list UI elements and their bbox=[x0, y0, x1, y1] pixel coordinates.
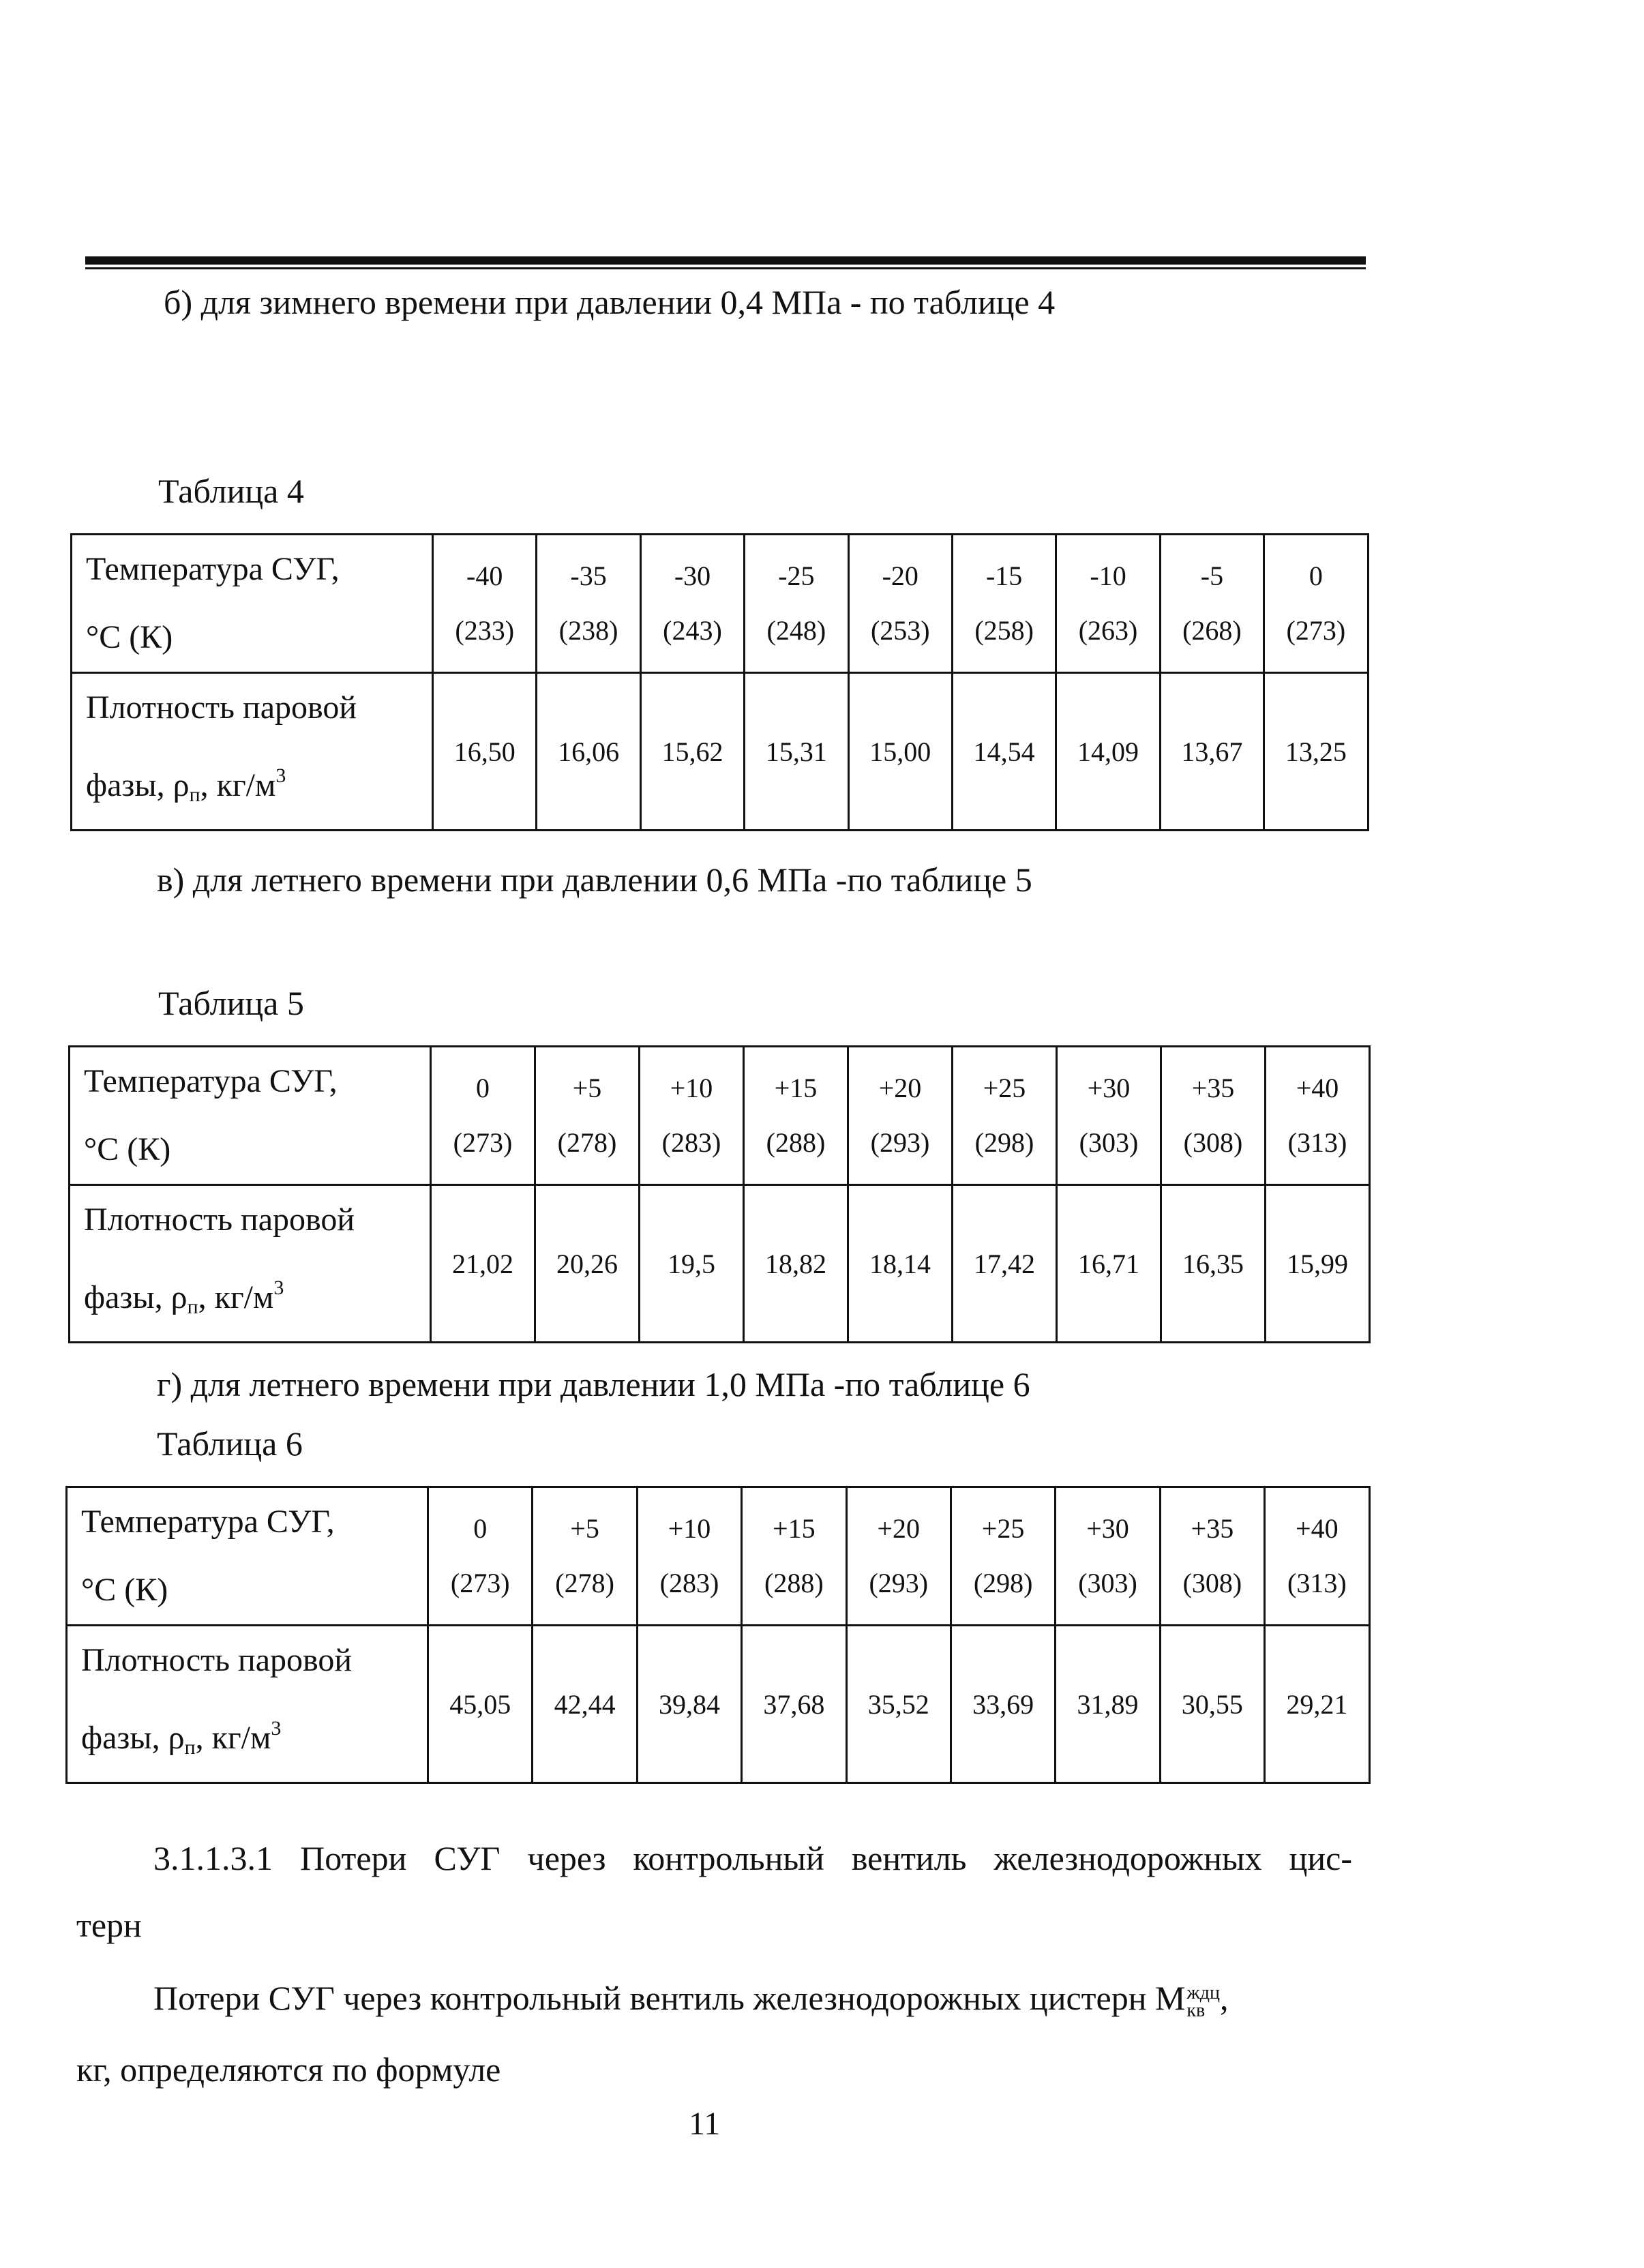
table6-density-cell: 29,21 bbox=[1265, 1626, 1369, 1783]
table5-temp-cell: 0 (273) bbox=[431, 1047, 535, 1185]
table6-density-cell: 30,55 bbox=[1160, 1626, 1264, 1783]
table5-density-cell: 21,02 bbox=[431, 1185, 535, 1343]
table4-temp-cell: -5 (268) bbox=[1160, 535, 1264, 673]
table4-temp-cell: -30 (243) bbox=[640, 535, 744, 673]
table6-temp-cell: +10 (283) bbox=[637, 1487, 741, 1626]
table5-temp-cell: +40 (313) bbox=[1266, 1047, 1370, 1185]
table6-density-cell: 42,44 bbox=[533, 1626, 637, 1783]
table4-density-cell: 15,00 bbox=[848, 673, 952, 831]
table4-caption: Таблица 4 bbox=[158, 472, 304, 510]
table6-temp-cell: +35 (308) bbox=[1160, 1487, 1264, 1626]
table4-temp-cell: 0 (273) bbox=[1264, 535, 1368, 673]
table4-temp-cell: -25 (248) bbox=[745, 535, 848, 673]
table6-temp-cell: +30 (303) bbox=[1056, 1487, 1160, 1626]
table5-density-cell: 15,99 bbox=[1266, 1185, 1370, 1343]
table4-temp-cell: -15 (258) bbox=[952, 535, 1056, 673]
table6-temp-label: Температура СУГ, °С (К) bbox=[67, 1487, 428, 1626]
table6-density-cell: 33,69 bbox=[951, 1626, 1055, 1783]
table6-density-label: Плотность паровой фазы, $\rho_п$, $кг/м^3$ bbox=[67, 1626, 428, 1783]
table4-density-cell: 15,62 bbox=[640, 673, 744, 831]
table5-density-cell: 18,14 bbox=[848, 1185, 953, 1343]
table6-density-cell: 39,84 bbox=[637, 1626, 741, 1783]
table6 bbox=[65, 1486, 1371, 1784]
intro-g: г) для летнего времени при давлении 1,0 МПа -по таблице 6 bbox=[157, 1365, 1030, 1403]
table4-density-cell: 14,09 bbox=[1056, 673, 1160, 831]
table5-density-cell: 16,71 bbox=[1057, 1185, 1161, 1343]
intro-b: б) для зимнего времени при давлении 0,4 МПа - по таблице 4 bbox=[164, 283, 1056, 321]
table4-density-cell: 16,06 bbox=[537, 673, 640, 831]
table4-density-label: Плотность паровой фазы, $\rho_п$, $кг/м^3$ bbox=[72, 673, 433, 831]
table4-temp-cell: -10 (263) bbox=[1056, 535, 1160, 673]
table5-density-cell: 17,42 bbox=[953, 1185, 1057, 1343]
table4-temp-cell: -20 (253) bbox=[848, 535, 952, 673]
table5 bbox=[68, 1045, 1371, 1343]
table6-density-cell: 31,89 bbox=[1056, 1626, 1160, 1783]
section-heading-line2: терн bbox=[76, 1906, 142, 1944]
table5-temp-cell: +5 (278) bbox=[535, 1047, 640, 1185]
table5-temp-cell: +15 (288) bbox=[744, 1047, 848, 1185]
table4-temp-cell: -35 (238) bbox=[537, 535, 640, 673]
table4-temp-cell: -40 (233) bbox=[433, 535, 537, 673]
table6-temp-cell: 0 (273) bbox=[428, 1487, 533, 1626]
table4-density-cell: 13,67 bbox=[1160, 673, 1264, 831]
table5-temp-cell: +10 (283) bbox=[640, 1047, 744, 1185]
table6-density-cell: 35,52 bbox=[846, 1626, 951, 1783]
table6-caption: Таблица 6 bbox=[157, 1424, 303, 1463]
table6-temp-cell: +15 (288) bbox=[742, 1487, 846, 1626]
table4-density-cell: 16,50 bbox=[433, 673, 537, 831]
page-number: 11 bbox=[689, 2106, 721, 2142]
table5-density-cell: 20,26 bbox=[535, 1185, 640, 1343]
header-rule bbox=[85, 256, 1366, 265]
table4 bbox=[70, 533, 1369, 831]
intro-v: в) для летнего времени при давлении 0,6 МПа -по таблице 5 bbox=[157, 861, 1032, 899]
table4-density-cell: 14,54 bbox=[952, 673, 1056, 831]
table5-temp-cell: +35 (308) bbox=[1161, 1047, 1266, 1185]
table5-density-cell: 16,35 bbox=[1161, 1185, 1266, 1343]
table5-density-cell: 19,5 bbox=[640, 1185, 744, 1343]
table6-density-cell: 37,68 bbox=[742, 1626, 846, 1783]
section-heading-line1: 3.1.1.3.1 Потери СУГ через контрольный вентиль железнодорожных цис- bbox=[153, 1839, 1352, 1877]
table5-temp-cell: +20 (293) bbox=[848, 1047, 953, 1185]
table6-temp-cell: +25 (298) bbox=[951, 1487, 1055, 1626]
table6-temp-cell: +40 (313) bbox=[1265, 1487, 1369, 1626]
table5-caption: Таблица 5 bbox=[158, 984, 304, 1022]
section-paragraph-line2: кг, определяются по формуле bbox=[76, 2050, 501, 2089]
table4-temp-label: Температура СУГ, °С (К) bbox=[72, 535, 433, 673]
table6-density-cell: 45,05 bbox=[428, 1626, 533, 1783]
table5-density-cell: 18,82 bbox=[744, 1185, 848, 1343]
table5-temp-cell: +25 (298) bbox=[953, 1047, 1057, 1185]
table6-temp-cell: +5 (278) bbox=[533, 1487, 637, 1626]
section-paragraph-line1: Потери СУГ через контрольный вентиль железнодорожных цистерн М ждц кв , bbox=[153, 1979, 1229, 2021]
table4-density-cell: 15,31 bbox=[745, 673, 848, 831]
table5-temp-label: Температура СУГ, °С (К) bbox=[70, 1047, 431, 1185]
table4-density-cell: 13,25 bbox=[1264, 673, 1368, 831]
table6-temp-cell: +20 (293) bbox=[846, 1487, 951, 1626]
header-rule-thin bbox=[85, 267, 1366, 269]
table5-density-label: Плотность паровой фазы, $\rho_п$, $кг/м^3$ bbox=[70, 1185, 431, 1343]
table5-temp-cell: +30 (303) bbox=[1057, 1047, 1161, 1185]
